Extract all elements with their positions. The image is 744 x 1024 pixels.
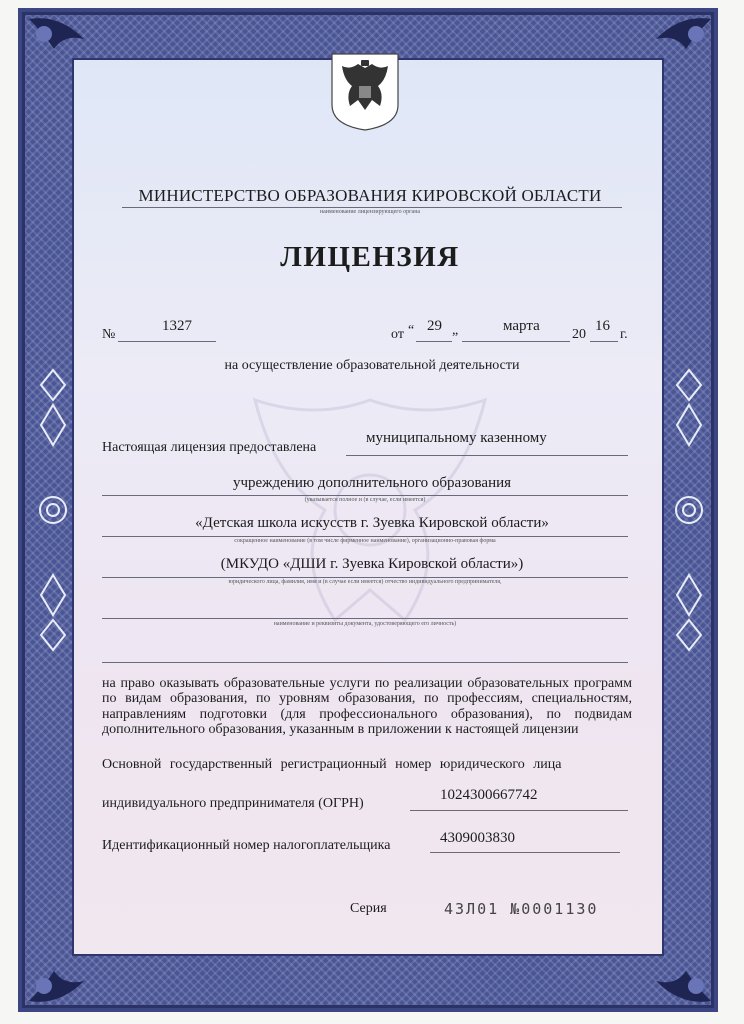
licensee-caption-2: сокращенное наименование (в том числе фирменное наименование), организационно-правовая форма <box>234 538 496 544</box>
licensee-underline-5 <box>102 618 628 619</box>
license-month: марта <box>503 318 540 334</box>
number-label: № <box>102 327 116 342</box>
year-unit: г. <box>620 327 628 342</box>
side-knot-ornament-icon <box>36 365 70 655</box>
inn-value: 4309003830 <box>440 830 515 846</box>
licensee-line-3: «Детская школа искусств г. Зуевка Кировской области» <box>195 515 549 531</box>
license-year: 16 <box>595 318 610 334</box>
date-from-label: от <box>391 327 404 342</box>
ministry-caption: наименование лицензирующего органа <box>319 209 421 215</box>
series-number: 43Л01 №0001130 <box>444 900 599 918</box>
ogrn-value: 1024300667742 <box>440 787 538 803</box>
inn-underline <box>430 852 620 853</box>
licensee-caption-1: (указывается полное и (в случае, если имеется) <box>304 497 426 503</box>
corner-ornament-icon <box>646 14 716 84</box>
licensee-label: Настоящая лицензия предоставлена <box>102 440 317 455</box>
licensee-underline-3 <box>102 536 628 537</box>
licensee-caption-4: наименование и реквизиты документа, удостоверяющего его личность) <box>273 621 457 627</box>
ministry-name: МИНИСТЕРСТВО ОБРАЗОВАНИЯ КИРОВСКОЙ ОБЛАСТИ <box>138 186 602 205</box>
licensee-underline-6 <box>102 662 628 663</box>
document-title: ЛИЦЕНЗИЯ <box>280 241 460 273</box>
side-knot-ornament-icon <box>672 365 706 655</box>
corner-ornament-icon <box>24 14 94 84</box>
year-underline <box>590 341 618 342</box>
license-day: 29 <box>427 318 442 334</box>
licensee-line-2: учреждению дополнительного образования <box>232 475 512 491</box>
number-underline <box>118 341 216 342</box>
month-underline <box>462 341 570 342</box>
activity-text: на осуществление образовательной деятельности <box>224 358 520 373</box>
ministry-underline <box>122 207 622 208</box>
ogrn-label-line-1: Основной государственный регистрационный номер юридического лица <box>102 757 562 772</box>
licensee-line-1: муниципальному казенному <box>366 430 547 446</box>
year-prefix: 20 <box>572 327 586 342</box>
rights-text: на право оказывать образовательные услуги по реализации образовательных программ по видам образования, по уровням образования, по профессиям, специальностям, направлениям подготовки (для профессионального образования), по подвидам дополнительного образования, указанным в приложении к настоящей лицензии <box>102 676 632 737</box>
licensee-underline-2 <box>102 495 628 496</box>
licensee-line-4: (МКУДО «ДШИ г. Зуевка Кировской области») <box>220 556 524 572</box>
date-quote-open: “ <box>408 323 415 338</box>
corner-ornament-icon <box>24 936 94 1006</box>
licensee-underline-4 <box>102 577 628 578</box>
corner-ornament-icon <box>646 936 716 1006</box>
ogrn-underline <box>410 810 628 811</box>
licensee-underline-1 <box>346 455 628 456</box>
license-number: 1327 <box>162 318 192 334</box>
inn-label: Идентификационный номер налогоплательщика <box>102 838 391 853</box>
day-underline <box>416 341 452 342</box>
state-emblem-icon <box>328 50 402 132</box>
ogrn-label-line-2: индивидуального предпринимателя (ОГРН) <box>102 796 364 811</box>
eagle-watermark-icon <box>195 360 545 660</box>
series-label: Серия <box>350 901 387 916</box>
licensee-caption-3: юридического лица, фамилия, имя и (в случае если имеется) отчество индивидуального предпринимателя, <box>228 579 502 585</box>
date-quote-close: „ <box>452 323 459 338</box>
